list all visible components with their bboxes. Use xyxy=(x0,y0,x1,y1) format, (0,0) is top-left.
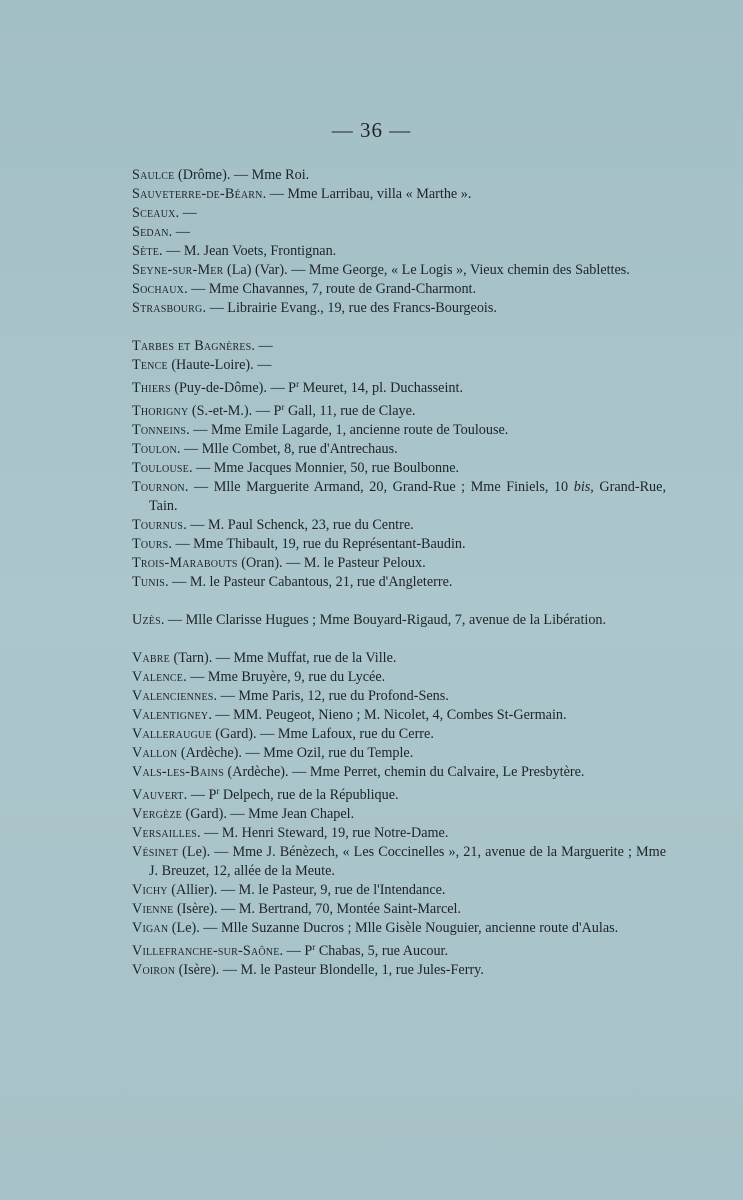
entry-text: . — M. Paul Schenck, 23, rue du Centre. xyxy=(183,517,414,533)
place-name: Valence xyxy=(132,669,184,685)
entry-text: . — xyxy=(168,224,190,240)
directory-entry xyxy=(132,478,666,516)
entry-text-continued: Gall, 11, rue de Claye. xyxy=(284,403,416,419)
entry-text-continued: Chabas, 5, rue Aucour. xyxy=(315,943,449,959)
directory-entry xyxy=(132,782,666,805)
directory-entry xyxy=(132,900,666,919)
entry-text: (Oran). — M. le Pasteur Peloux. xyxy=(237,555,426,571)
superscript: r xyxy=(281,402,285,412)
entry-text: . — Librairie Evang., 19, rue des Francs-Bourgeois. xyxy=(202,300,497,316)
place-name: Seyne-sur-Mer xyxy=(132,262,224,278)
directory-entry xyxy=(132,763,666,782)
place-name: Vals-les-Bains xyxy=(132,764,224,780)
directory-entry xyxy=(132,611,666,630)
directory-entry xyxy=(132,938,666,961)
place-name: Uzès xyxy=(132,612,161,628)
entry-group xyxy=(132,166,666,318)
directory-entry xyxy=(132,398,666,421)
entry-text: . — Mme Thibault, 19, rue du Représentant-Baudin. xyxy=(168,536,466,552)
directory-entry xyxy=(132,375,666,398)
entry-text: . — P xyxy=(183,787,217,803)
entry-text: . — Mme Emile Lagarde, 1, ancienne route de Toulouse. xyxy=(186,422,509,438)
place-name: Vallon xyxy=(132,745,178,761)
entry-text-continued: , Grand-Rue, Tain. xyxy=(149,479,666,514)
directory-entry xyxy=(132,421,666,440)
entry-text: . — Mme Paris, 12, rue du Profond-Sens. xyxy=(213,688,449,704)
superscript: r xyxy=(312,942,316,952)
place-name: Strasbourg xyxy=(132,300,203,316)
directory-entry xyxy=(132,881,666,900)
directory-entry xyxy=(132,805,666,824)
entry-text: (Gard). — Mme Jean Chapel. xyxy=(181,806,355,822)
place-name: Vigan xyxy=(132,920,169,936)
place-name: Toulouse xyxy=(132,460,189,476)
directory-entry xyxy=(132,280,666,299)
entry-text: . — Mme Chavannes, 7, route de Grand-Charmont. xyxy=(184,281,477,297)
place-name: Sochaux xyxy=(132,281,185,297)
entry-text: . — Mlle Combet, 8, rue d'Antrechaus. xyxy=(176,441,398,457)
place-name: Vichy xyxy=(132,882,168,898)
entry-text: (Le). — Mlle Suzanne Ducros ; Mlle Gisèle Nouguier, ancienne route d'Aulas. xyxy=(168,920,619,936)
directory-list xyxy=(132,166,666,999)
place-name: Vienne xyxy=(132,901,174,917)
place-name: Vésinet xyxy=(132,844,179,860)
entry-text: . — Mme Larribau, villa « Marthe ». xyxy=(262,186,472,202)
place-name: Thorigny xyxy=(132,403,189,419)
entry-text: (Allier). — M. le Pasteur, 9, rue de l'Intendance. xyxy=(167,882,446,898)
directory-entry xyxy=(132,299,666,318)
place-name: Tence xyxy=(132,357,168,373)
entry-text: . — Mme Jacques Monnier, 50, rue Boulbonne. xyxy=(188,460,460,476)
place-name: Valleraugue xyxy=(132,726,212,742)
entry-text: . — xyxy=(175,205,197,221)
entry-text-continued: Delpech, rue de la République. xyxy=(219,787,399,803)
place-name: Voiron xyxy=(132,962,176,978)
place-name: Tunis xyxy=(132,574,166,590)
directory-entry xyxy=(132,516,666,535)
directory-entry xyxy=(132,223,666,242)
place-name: Sceaux xyxy=(132,205,176,221)
directory-entry xyxy=(132,242,666,261)
place-name: Saulce xyxy=(132,167,175,183)
place-name: Vabre xyxy=(132,650,170,666)
place-name: Toulon xyxy=(132,441,177,457)
directory-entry xyxy=(132,554,666,573)
directory-entry xyxy=(132,440,666,459)
place-name: Trois-Marabouts xyxy=(132,555,238,571)
directory-entry xyxy=(132,649,666,668)
place-name: Tournus xyxy=(132,517,184,533)
entry-text: . — M. Henri Steward, 19, rue Notre-Dame. xyxy=(197,825,449,841)
place-name: Vauvert xyxy=(132,787,184,803)
entry-text: (La) (Var). — Mme George, « Le Logis », Vieux chemin des Sablettes. xyxy=(223,262,630,278)
directory-entry xyxy=(132,166,666,185)
entry-text: . — xyxy=(251,338,273,354)
place-name: Valentigney xyxy=(132,707,209,723)
place-name: Villefranche-sur-Saône xyxy=(132,943,280,959)
place-name: Tournon xyxy=(132,479,185,495)
entry-text: (Ardèche). — Mme Ozil, rue du Temple. xyxy=(177,745,414,761)
page-number: — 36 — xyxy=(331,118,412,142)
directory-entry xyxy=(132,961,666,980)
place-name: Thiers xyxy=(132,380,171,396)
directory-entry xyxy=(132,261,666,280)
entry-text: (Gard). — Mme Lafoux, rue du Cerre. xyxy=(211,726,434,742)
entry-text: . — Mlle Marguerite Armand, 20, Grand-Rue ; Mme Finiels, 10 xyxy=(184,479,574,495)
directory-entry xyxy=(132,706,666,725)
place-name: Sedan xyxy=(132,224,169,240)
place-name: Versailles xyxy=(132,825,198,841)
entry-group xyxy=(132,611,666,630)
entry-text: (Ardèche). — Mme Perret, chemin du Calvaire, Le Presbytère. xyxy=(223,764,585,780)
directory-entry xyxy=(132,687,666,706)
directory-entry xyxy=(132,919,666,938)
directory-entry xyxy=(132,535,666,554)
directory-entry xyxy=(132,824,666,843)
italic-text: bis xyxy=(573,479,591,495)
directory-entry xyxy=(132,744,666,763)
superscript: r xyxy=(296,379,300,389)
entry-text: . — Mlle Clarisse Hugues ; Mme Bouyard-Rigaud, 7, avenue de la Libération. xyxy=(160,612,607,628)
entry-text: (Drôme). — Mme Roi. xyxy=(174,167,310,183)
directory-entry xyxy=(132,459,666,478)
directory-entry xyxy=(132,843,666,881)
place-name: Sète xyxy=(132,243,160,259)
directory-entry xyxy=(132,204,666,223)
directory-entry xyxy=(132,573,666,592)
entry-group xyxy=(132,337,666,592)
entry-text: . — M. le Pasteur Cabantous, 21, rue d'Angleterre. xyxy=(165,574,453,590)
directory-entry xyxy=(132,668,666,687)
entry-text: . — MM. Peugeot, Nieno ; M. Nicolet, 4, Combes St-Germain. xyxy=(208,707,567,723)
directory-entry xyxy=(132,185,666,204)
entry-text: (Isère). — M. Bertrand, 70, Montée Saint-Marcel. xyxy=(173,901,462,917)
entry-text: . — Mme Bruyère, 9, rue du Lycée. xyxy=(183,669,386,685)
entry-text: (Haute-Loire). — xyxy=(167,357,272,373)
entry-text: . — M. Jean Voets, Frontignan. xyxy=(159,243,337,259)
entry-text: (Puy-de-Dôme). — P xyxy=(170,380,297,396)
directory-entry xyxy=(132,337,666,356)
entry-text: . — P xyxy=(279,943,313,959)
entry-text: (S.-et-M.). — P xyxy=(188,403,282,419)
entry-text-continued: Meuret, 14, pl. Duchasseint. xyxy=(299,380,463,396)
superscript: r xyxy=(216,786,220,796)
entry-group xyxy=(132,649,666,980)
place-name: Tonneins xyxy=(132,422,187,438)
directory-entry xyxy=(132,356,666,375)
entry-text: (Le). — Mme J. Bénèzech, « Les Coccinelles », 21, avenue de la Marguerite ; Mme J. Breuzet, 12, allée de la Meute. xyxy=(149,844,666,879)
place-name: Vergèze xyxy=(132,806,182,822)
place-name: Sauveterre-de-Béarn xyxy=(132,186,263,202)
entry-text: (Tarn). — Mme Muffat, rue de la Ville. xyxy=(169,650,397,666)
place-name: Tours xyxy=(132,536,169,552)
place-name: Valenciennes xyxy=(132,688,214,704)
entry-text: (Isère). — M. le Pasteur Blondelle, 1, rue Jules-Ferry. xyxy=(175,962,484,978)
directory-entry xyxy=(132,725,666,744)
place-name: Tarbes et Bagnères xyxy=(132,338,252,354)
